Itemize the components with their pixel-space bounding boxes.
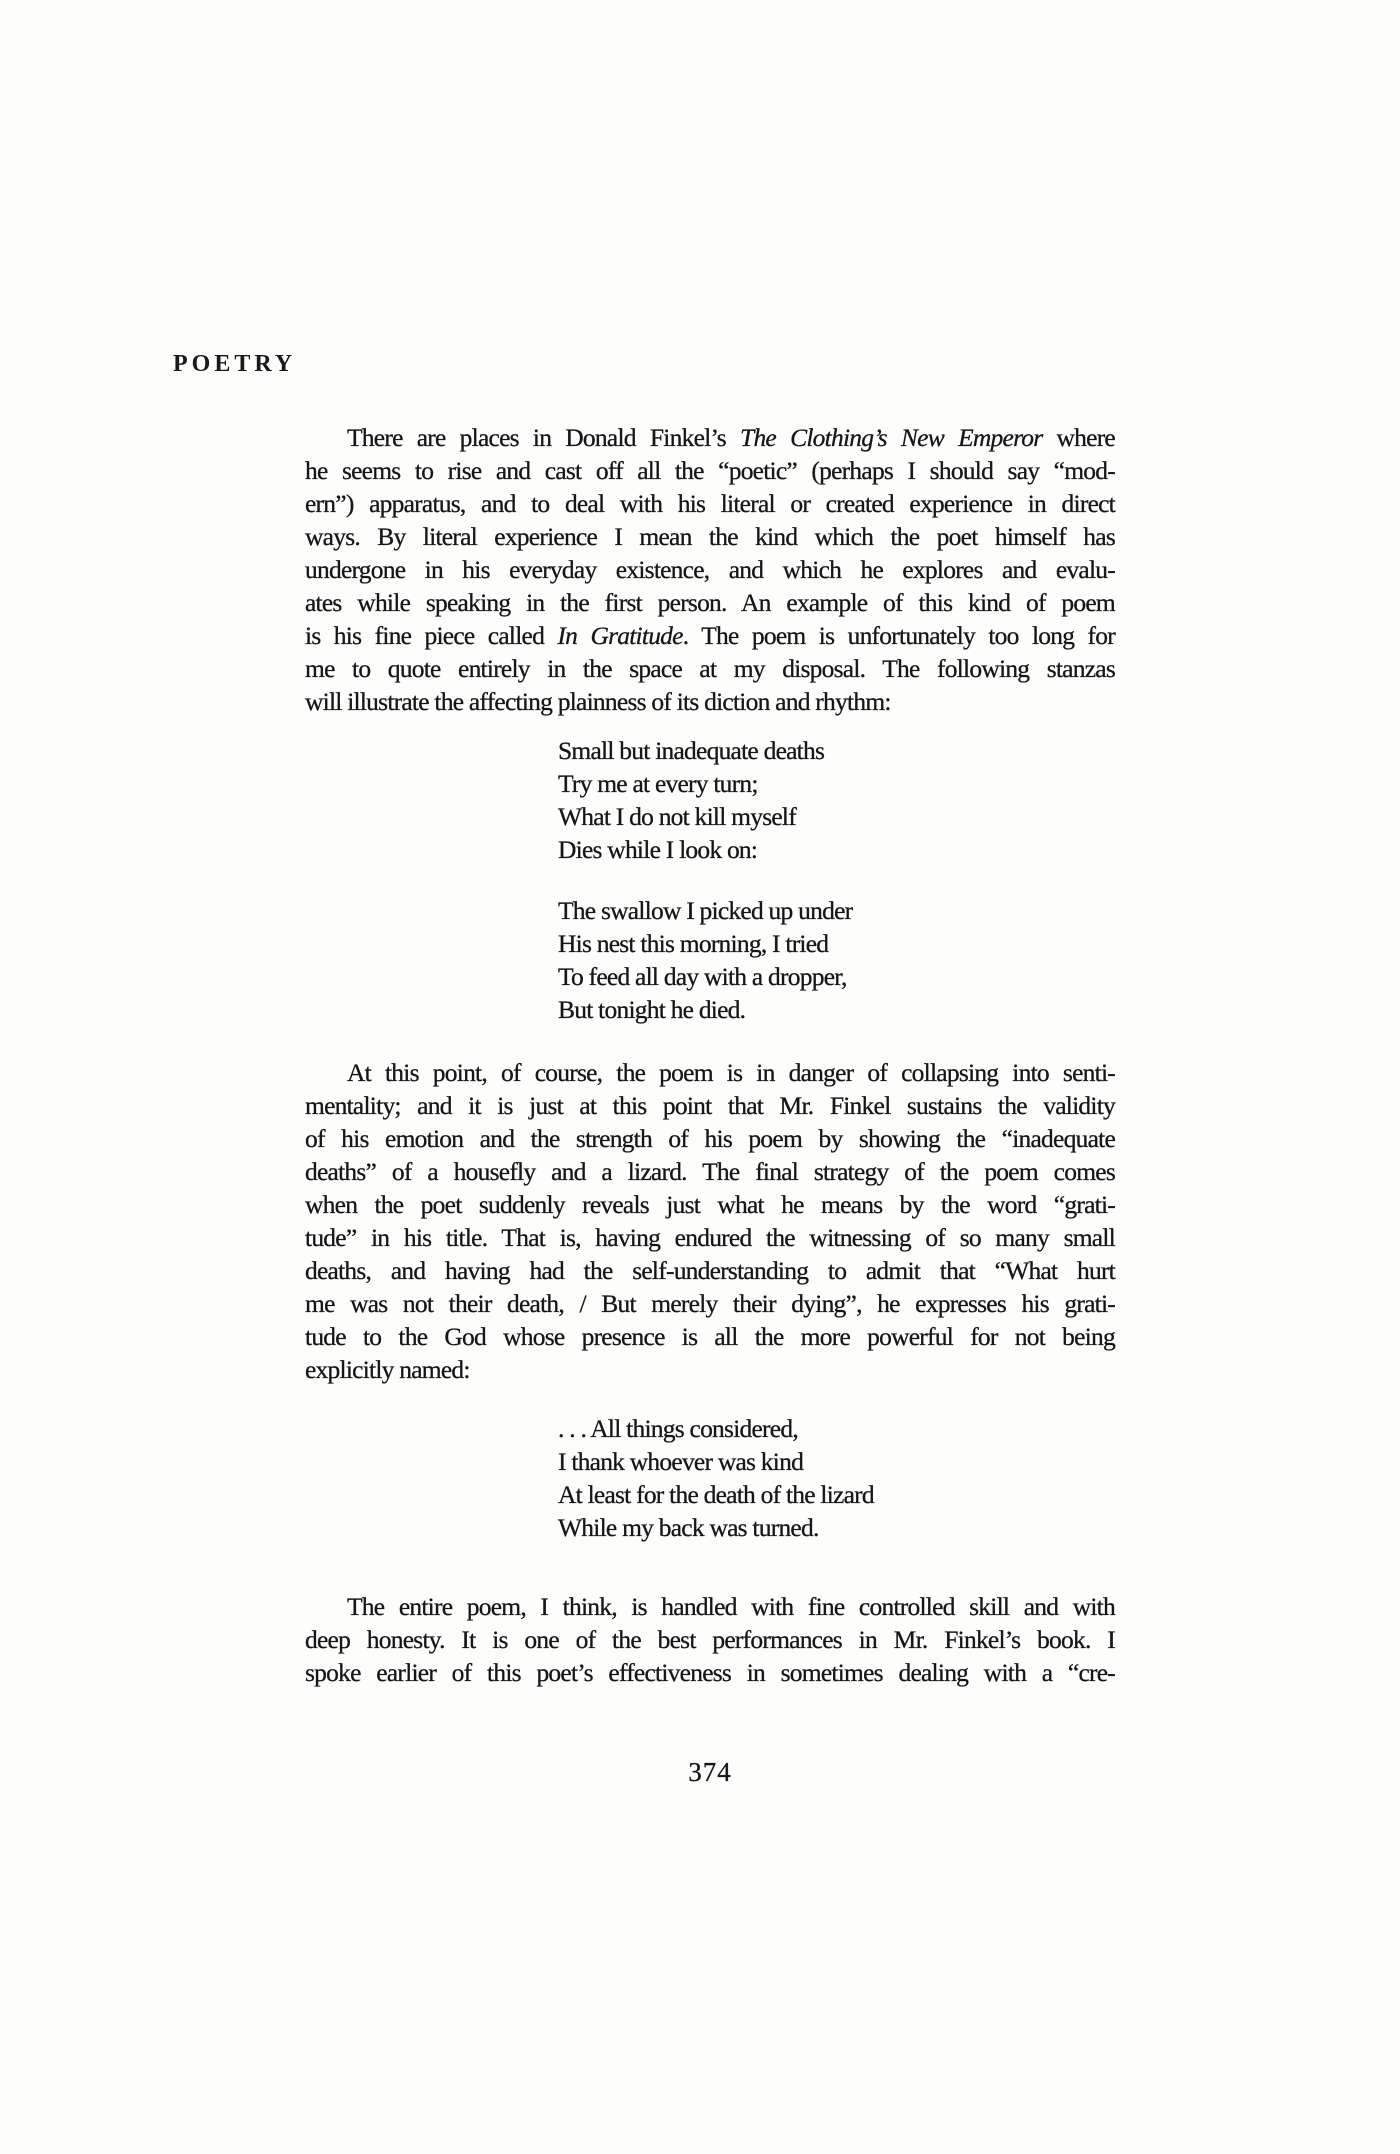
text-line (305, 1623, 1115, 1656)
text-line (558, 1445, 1115, 1478)
text-line (305, 1353, 1115, 1386)
text-line (305, 1188, 1115, 1221)
text-line (305, 586, 1115, 619)
text-segment: ern”) apparatus, and to deal with his literal or created experience in direct (305, 489, 1115, 518)
text-segment: ates while speaking in the first person. An example of this kind of poem (305, 588, 1115, 617)
text-segment: undergone in his everyday existence, and which he explores and evalu- (305, 555, 1115, 584)
running-header: POETRY (173, 351, 297, 377)
text-segment: There are places in Donald Finkel’s (347, 423, 741, 452)
text-segment: he seems to rise and cast off all the “poetic” (perhaps I should say “mod- (305, 456, 1115, 485)
page-number: 374 (688, 1757, 732, 1787)
text-segment: At this point, of course, the poem is in danger of collapsing into senti- (347, 1058, 1115, 1087)
text-line (305, 553, 1115, 586)
stanza (305, 734, 1115, 866)
text-line (305, 619, 1115, 652)
text-line (558, 993, 1115, 1026)
text-line (305, 1656, 1115, 1689)
text-line (558, 833, 1115, 866)
text-segment: ways. By literal experience I mean the kind which the poet himself has (305, 522, 1115, 551)
text-segment: tude” in his title. That is, having endured the witnessing of so many small (305, 1223, 1115, 1252)
text-segment: is his fine piece called (305, 621, 558, 650)
text-segment: . . . All things considered, (558, 1414, 798, 1443)
text-line (305, 1320, 1115, 1353)
text-segment: deaths” of a housefly and a lizard. The final strategy of the poem comes (305, 1157, 1115, 1186)
text-line (558, 1478, 1115, 1511)
text-segment: Try me at every turn; (558, 769, 758, 798)
text-segment: deep honesty. It is one of the best performances in Mr. Finkel’s book. I (305, 1625, 1115, 1654)
text-segment: . The poem is unfortunately too long for (682, 621, 1115, 650)
text-line (305, 1221, 1115, 1254)
text-line (305, 1056, 1115, 1089)
text-segment: The entire poem, I think, is handled with fine controlled skill and with (347, 1592, 1115, 1621)
text-segment: Small but inadequate deaths (558, 736, 825, 765)
text-line (305, 454, 1115, 487)
text-segment: of his emotion and the strength of his poem by showing the “inadequate (305, 1124, 1115, 1153)
text-segment: mentality; and it is just at this point that Mr. Finkel sustains the validity (305, 1091, 1115, 1120)
text-segment: At least for the death of the lizard (558, 1480, 874, 1509)
text-segment: me to quote entirely in the space at my disposal. The following stanzas (305, 654, 1115, 683)
paragraph (305, 1590, 1115, 1689)
text-segment: The swallow I picked up under (558, 896, 853, 925)
text-segment: where (1042, 423, 1115, 452)
text-segment: Dies while I look on: (558, 835, 758, 864)
document-body (305, 0, 1115, 2154)
text-line (558, 960, 1115, 993)
text-line (305, 487, 1115, 520)
text-line (305, 652, 1115, 685)
text-segment: tude to the God whose presence is all the more powerful for not being (305, 1322, 1115, 1351)
text-segment: I thank whoever was kind (558, 1447, 804, 1476)
text-line (558, 767, 1115, 800)
text-segment: To feed all day with a dropper, (558, 962, 847, 991)
text-segment: explicitly named: (305, 1355, 470, 1384)
text-line (558, 927, 1115, 960)
text-segment: deaths, and having had the self-understanding to admit that “What hurt (305, 1256, 1115, 1285)
text-line (558, 734, 1115, 767)
text-line (305, 1122, 1115, 1155)
text-line (558, 1511, 1115, 1544)
paragraph (305, 1056, 1115, 1386)
text-segment: His nest this morning, I tried (558, 929, 829, 958)
italic-text: In Gratitude (557, 621, 683, 650)
text-line (558, 800, 1115, 833)
text-segment: when the poet suddenly reveals just what he means by the word “grati- (305, 1190, 1115, 1219)
text-segment: But tonight he died. (558, 995, 746, 1024)
text-segment: me was not their death, / But merely their dying”, he expresses his grati- (305, 1289, 1115, 1318)
text-line (558, 894, 1115, 927)
paragraph (305, 421, 1115, 718)
text-segment: spoke earlier of this poet’s effectiveness in sometimes dealing with a “cre- (305, 1658, 1115, 1687)
text-line (305, 1089, 1115, 1122)
stanza (305, 894, 1115, 1026)
stanza (305, 1412, 1115, 1544)
text-line (558, 1412, 1115, 1445)
text-line (305, 1254, 1115, 1287)
text-line (305, 1590, 1115, 1623)
text-segment: While my back was turned. (558, 1513, 819, 1542)
text-line (305, 520, 1115, 553)
text-segment: will illustrate the affecting plainness of its diction and rhythm: (305, 687, 891, 716)
text-line (305, 685, 1115, 718)
text-segment: What I do not kill myself (558, 802, 796, 831)
italic-text: The Clothing’s New Emperor (740, 423, 1043, 452)
text-line (305, 1155, 1115, 1188)
text-line (305, 1287, 1115, 1320)
text-line (305, 421, 1115, 454)
